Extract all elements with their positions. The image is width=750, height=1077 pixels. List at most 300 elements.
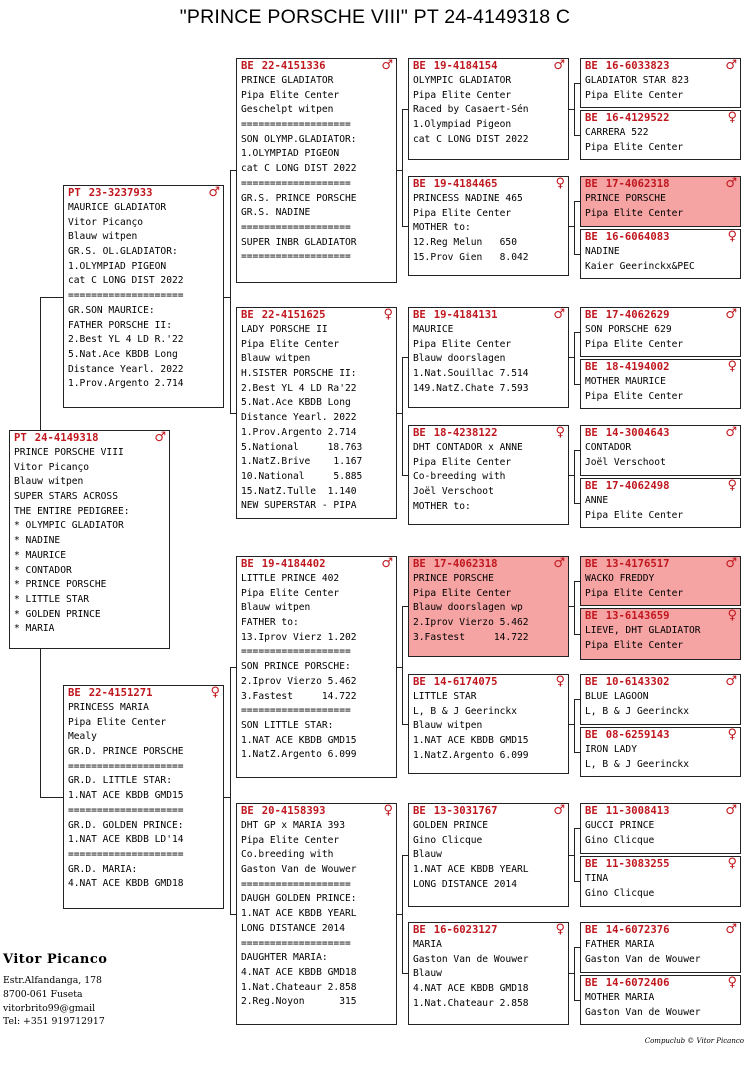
great-grandparent-card [408,674,569,774]
card-line: GR.SON MAURICE: [68,304,155,316]
grandparent-card [236,556,397,778]
subject-card [9,430,170,649]
card-line: 1.OLYMPIAD PIGEON [241,148,340,160]
connector-line [574,699,575,752]
country-code: BE [585,60,598,72]
country-code: PT [68,187,81,199]
country-code: BE [413,676,426,688]
card-line: =================== [241,646,351,658]
card-line: MOTHER to: [413,500,471,512]
card-line: Gaston Van de Wouwer [585,1006,701,1018]
card-lines [237,572,396,763]
card-line: Blauw doorslagen wp [413,602,523,614]
country-code: BE [241,309,254,321]
ring-number: 13-6143659 [605,610,670,622]
connector-line [402,606,408,607]
card-line: * OLYMPIC GLADIATOR [14,520,124,532]
card-line: FATHER PORSCHE II: [68,319,172,331]
card-line: =================== [241,878,351,890]
ring-number: 16-6023127 [433,924,498,936]
card-line: 4.NAT ACE KBDB GMD18 [68,878,184,890]
card-header [409,675,568,690]
connector-line [402,973,408,974]
great-grandparent-card [408,307,569,408]
card-line: Gaston Van de Wouwer [413,953,529,965]
ring-number: 11-3008413 [605,805,670,817]
card-header [10,431,169,446]
card-line: * GOLDEN PRINCE [14,608,101,620]
connector-line [402,357,408,358]
card-line: Pipa Elite Center [413,207,512,219]
female-symbol-icon: ♀ [555,176,565,191]
card-line: DAUGH GOLDEN PRINCE: [241,893,357,905]
connector-line [574,201,580,202]
card-line: GR.S. OL.GLADIATOR: [68,246,178,258]
card-line: 1.NAT ACE KBDB YEARL [413,864,529,876]
great-grandparent-card [408,425,569,525]
card-line: PRINCESS MARIA [68,702,149,713]
card-line: 1.Prov.Argento 2.714 [241,426,357,438]
country-code: BE [585,924,598,936]
card-line: Joël Verschoot [585,456,666,468]
card-lines [581,938,740,967]
female-symbol-icon: ♀ [727,975,737,990]
card-line: cat C LONG DIST 2022 [68,275,184,287]
card-line: =================== [241,221,351,233]
card-line: 1.NatZ.Brive 1.167 [241,456,363,468]
country-code: BE [413,805,426,817]
country-code: BE [585,480,598,492]
card-line: Pipa Elite Center [413,338,512,350]
card-header [237,557,396,572]
ring-number: 18-4194002 [605,361,670,373]
ancestor-card [580,727,741,777]
grandparent-card [236,58,397,283]
card-line: LIEVE, DHT GLADIATOR [585,625,701,636]
male-symbol-icon: ♂ [553,58,565,73]
card-line: CONTADOR [585,442,632,453]
ancestor-card [580,674,741,725]
male-symbol-icon: ♂ [154,430,166,445]
card-line: 1.NatZ.Argento 6.099 [413,749,529,761]
grandparent-card [236,307,397,519]
card-header [581,675,740,690]
country-code: BE [413,558,426,570]
card-header [581,111,740,126]
card-line: 5.Nat.Ace KBDB Long [68,348,178,360]
ring-number: 22-4151336 [261,60,326,72]
country-code: BE [413,309,426,321]
connector-line [574,332,575,384]
card-line: GUCCI PRINCE [585,820,655,831]
connector-line [402,357,403,475]
card-line: DAUGHTER MARIA: [241,952,328,964]
male-symbol-icon: ♂ [725,922,737,937]
card-line: FATHER to: [241,617,299,629]
connector-line [574,1000,580,1001]
card-line: Pipa Elite Center [585,338,684,350]
ring-number: 13-3031767 [433,805,498,817]
card-header [64,186,223,201]
male-symbol-icon: ♂ [381,58,393,73]
country-code: BE [585,112,598,124]
ancestor-card [580,803,741,854]
ancestor-card-highlighted [580,608,741,660]
card-line: ANNE [585,495,609,506]
card-line: Pipa Elite Center [413,587,512,599]
card-line: 1.NAT ACE KBDB GMD15 [241,734,357,746]
great-grandparent-card [408,922,569,1025]
card-lines [409,819,568,892]
card-line: cat C LONG DIST 2022 [241,163,357,175]
card-lines [581,743,740,772]
card-line: 1.NatZ.Argento 6.099 [241,749,357,761]
card-line: Blauw [413,968,442,980]
card-line: Distance Yearl. 2022 [68,363,184,375]
card-line: Blauw witpen [241,353,311,365]
card-line: FATHER MARIA [585,939,655,950]
ring-number: 18-4238122 [433,427,498,439]
country-code: BE [413,60,426,72]
card-line: * PRINCE PORSCHE [14,579,107,591]
card-line: DHT GP x MARIA 393 [241,820,345,831]
card-line: H.SISTER PORSCHE II: [241,368,357,380]
connector-line [402,855,408,856]
ancestor-card [580,58,741,108]
card-lines [237,819,396,1010]
country-code: BE [585,676,598,688]
card-line: Pipa Elite Center [585,509,684,521]
card-line: 2.Best YL 4 LD R.'22 [68,334,184,346]
country-code: BE [585,178,598,190]
country-code: BE [585,427,598,439]
ring-number: 10-6143302 [605,676,670,688]
connector-line [230,170,231,413]
connector-line [40,649,41,797]
ancestor-card [580,922,741,973]
card-line: THE ENTIRE PEDIGREE: [14,505,130,517]
connector-line [230,914,236,915]
country-code: BE [413,178,426,190]
card-line: Joël Verschoot [413,486,494,498]
connector-line [230,413,236,414]
ring-number: 19-4184131 [433,309,498,321]
female-symbol-icon: ♀ [727,478,737,493]
connector-line [402,606,403,724]
country-code: BE [68,687,81,699]
card-line: MARIA [413,939,442,950]
card-line: Distance Yearl. 2022 [241,412,357,424]
card-line: 1.Nat.Chateaur 2.858 [241,981,357,993]
male-symbol-icon: ♂ [725,58,737,73]
connector-line [574,947,575,1000]
card-line: Vitor Picanço [68,216,144,228]
connector-line [574,752,580,753]
card-header [409,557,568,572]
connector-line [402,855,403,973]
card-line: GR.D. GOLDEN PRINCE: [68,819,184,831]
card-lines [409,74,568,147]
card-line: ==================== [68,804,184,816]
card-line: Gaston Van de Wouwer [241,864,357,876]
card-lines [581,690,740,719]
card-line: 1.Olympiad Pigeon [413,119,512,131]
card-line: MAURICE GLADIATOR [68,202,167,213]
card-line: LONG DISTANCE 2014 [413,878,517,890]
ring-number: 19-4184402 [261,558,326,570]
ancestor-card [580,856,741,907]
ring-number: 14-6072376 [605,924,670,936]
card-line: 1.NAT ACE KBDB GMD15 [68,790,184,802]
great-grandparent-card [408,58,569,160]
country-code: BE [585,610,598,622]
ring-number: 14-3004643 [605,427,670,439]
card-line: GR.S. NADINE [241,207,311,219]
card-line: GLADIATOR STAR 823 [585,75,689,86]
female-symbol-icon: ♀ [727,359,737,374]
card-line: * CONTADOR [14,564,72,576]
card-line: GR.D. PRINCE PORSCHE [68,746,184,758]
card-line: Pipa Elite Center [585,89,684,101]
card-line: Blauw witpen [413,720,483,732]
card-line: 1.Nat.Chateaur 2.858 [413,997,529,1009]
male-symbol-icon: ♂ [725,556,737,571]
card-line: PRINCE GLADIATOR [241,75,334,86]
card-header [581,59,740,74]
owner-postcode: 8700-061 Fuseta [3,988,83,1000]
card-line: ==================== [68,760,184,772]
card-lines [581,192,740,221]
ring-number: 19-4184154 [433,60,498,72]
card-line: 1.OLYMPIAD PIGEON [68,260,167,272]
card-line: 2.Best YL 4 LD Ra'22 [241,382,357,394]
card-line: 149.NatZ.Chate 7.593 [413,382,529,394]
card-line: SON PRINCE PORSCHE: [241,661,351,673]
male-symbol-icon: ♂ [725,176,737,191]
card-lines [409,690,568,763]
connector-line [574,254,580,255]
card-header [409,59,568,74]
card-header [237,59,396,74]
female-symbol-icon: ♀ [555,674,565,689]
ring-number: 22-4151271 [88,687,153,699]
card-line: 10.National 5.885 [241,470,363,482]
card-header [581,177,740,192]
country-code: BE [585,231,598,243]
country-code: BE [413,427,426,439]
card-line: cat C LONG DIST 2022 [413,133,529,145]
female-symbol-icon: ♀ [727,727,737,742]
card-line: SON PORSCHE 629 [585,324,672,335]
card-line: Gaston Van de Wouwer [585,953,701,965]
card-line: L, B & J Geerinckx [585,758,689,770]
card-line: Gino Clicque [585,834,655,846]
connector-line [574,503,580,504]
card-lines [581,494,740,523]
card-line: MOTHER MARIA [585,992,655,1003]
card-lines [581,819,740,848]
connector-line [574,450,580,451]
card-line: GR.D. LITTLE STAR: [68,775,172,787]
card-line: =================== [241,937,351,949]
card-line: 1.Nat.Souillac 7.514 [413,368,529,380]
ring-number: 24-4149318 [34,432,99,444]
card-lines [64,201,223,392]
card-line: 3.Fastest 14.722 [413,631,529,643]
country-code: PT [14,432,27,444]
card-lines [581,323,740,352]
connector-line [402,475,408,476]
ring-number: 16-4129522 [605,112,670,124]
card-line: Pipa Elite Center [241,834,340,846]
male-symbol-icon: ♂ [553,803,565,818]
card-line: 1.Prov.Argento 2.714 [68,378,184,390]
card-line: SUPER INBR GLADIATOR [241,236,357,248]
ring-number: 17-4062318 [605,178,670,190]
connector-line [574,581,580,582]
card-header [409,426,568,441]
female-symbol-icon: ♀ [727,110,737,125]
male-symbol-icon: ♂ [725,425,737,440]
ring-number: 17-4062318 [433,558,498,570]
sire-card [63,185,224,408]
card-line: Pipa Elite Center [413,89,512,101]
card-line: L, B & J Geerinckx [413,705,517,717]
card-line: 1.NAT ACE KBDB LD'14 [68,834,184,846]
country-code: BE [241,558,254,570]
female-symbol-icon: ♀ [555,425,565,440]
ancestor-card-highlighted [580,556,741,606]
card-line: Kaier Geerinckx&PEC [585,260,695,272]
card-lines [409,938,568,1011]
card-line: Gino Clicque [585,887,655,899]
connector-line [230,667,236,668]
female-symbol-icon: ♀ [727,608,737,623]
card-line: Mealy [68,731,97,743]
card-line: GOLDEN PRINCE [413,820,489,831]
card-header [409,804,568,819]
female-symbol-icon: ♀ [555,922,565,937]
card-line: CARRERA 522 [585,127,649,138]
card-line: Blauw doorslagen [413,353,506,365]
card-line: Blauw witpen [68,231,138,243]
connector-line [574,135,580,136]
country-code: BE [585,729,598,741]
card-line: MOTHER MAURICE [585,376,666,387]
card-lines [64,701,223,892]
card-lines [581,572,740,601]
card-lines [581,74,740,103]
card-lines [581,375,740,404]
card-line: Gino Clicque [413,834,483,846]
female-symbol-icon: ♀ [210,685,220,700]
country-code: BE [585,805,598,817]
ancestor-card [580,425,741,476]
connector-line [40,297,41,430]
connector-line [574,83,575,135]
card-line: 5.Nat.Ace KBDB Long [241,397,351,409]
card-line: Pipa Elite Center [241,89,340,101]
country-code: BE [413,924,426,936]
software-credit: Compuclub © Vitor Picanco [644,1037,744,1045]
card-header [581,308,740,323]
owner-phone: Tel: +351 919712917 [3,1016,105,1028]
card-lines [409,192,568,265]
card-line: Vitor Picanço [14,461,90,473]
card-line: Pipa Elite Center [585,207,684,219]
card-line: 2.Reg.Noyon 315 [241,996,357,1008]
card-line: =================== [241,251,351,263]
dam-card [63,685,224,909]
connector-line [574,699,580,700]
male-symbol-icon: ♂ [725,674,737,689]
card-line: OLYMPIC GLADIATOR [413,75,512,86]
card-line: * NADINE [14,535,61,547]
connector-line [574,828,580,829]
card-header [581,857,740,872]
male-symbol-icon: ♂ [381,556,393,571]
ring-number: 08-6259143 [605,729,670,741]
card-header [581,976,740,991]
card-line: MAURICE [413,324,454,335]
female-symbol-icon: ♀ [383,307,393,322]
card-line: Pipa Elite Center [585,390,684,402]
connector-line [402,226,408,227]
ring-number: 17-4062498 [605,480,670,492]
card-lines [10,446,169,637]
ring-number: 11-3083255 [605,858,670,870]
card-line: Pipa Elite Center [241,587,340,599]
card-line: Pipa Elite Center [585,141,684,153]
ring-number: 13-4176517 [605,558,670,570]
connector-line [574,634,580,635]
connector-line [574,332,580,333]
owner-email: vitorbrito99@gmail [3,1002,96,1014]
ring-number: 17-4062629 [605,309,670,321]
card-line: LADY PORSCHE II [241,324,328,335]
card-line: Blauw witpen [241,602,311,614]
card-line: SON OLYMP.GLADIATOR: [241,133,357,145]
card-line: 4.NAT ACE KBDB GMD18 [413,983,529,995]
card-line: LITTLE PRINCE 402 [241,573,340,584]
card-lines [237,74,396,265]
country-code: BE [585,858,598,870]
ring-number: 20-4158393 [261,805,326,817]
card-line: Geschelpt witpen [241,104,334,116]
card-line: =================== [241,119,351,131]
card-header [581,557,740,572]
card-line: 5.National 18.763 [241,441,363,453]
card-line: NEW SUPERSTAR - PIPA [241,500,357,512]
connector-line [402,109,403,226]
ancestor-card [580,229,741,279]
country-code: BE [241,805,254,817]
card-line: NADINE [585,246,620,257]
ring-number: 16-6064083 [605,231,670,243]
card-line: 1.NAT ACE KBDB YEARL [241,908,357,920]
card-lines [409,572,568,645]
connector-line [402,724,408,725]
country-code: BE [585,558,598,570]
card-line: Co-breeding with [413,471,506,483]
card-lines [409,323,568,396]
ring-number: 23-3237933 [88,187,153,199]
grandparent-card [236,803,397,1025]
card-line: * MARIA [14,623,55,635]
card-header [581,923,740,938]
owner-name: Vitor Picanco [3,952,108,967]
card-line: 13.Iprov Vierz 1.202 [241,631,357,643]
